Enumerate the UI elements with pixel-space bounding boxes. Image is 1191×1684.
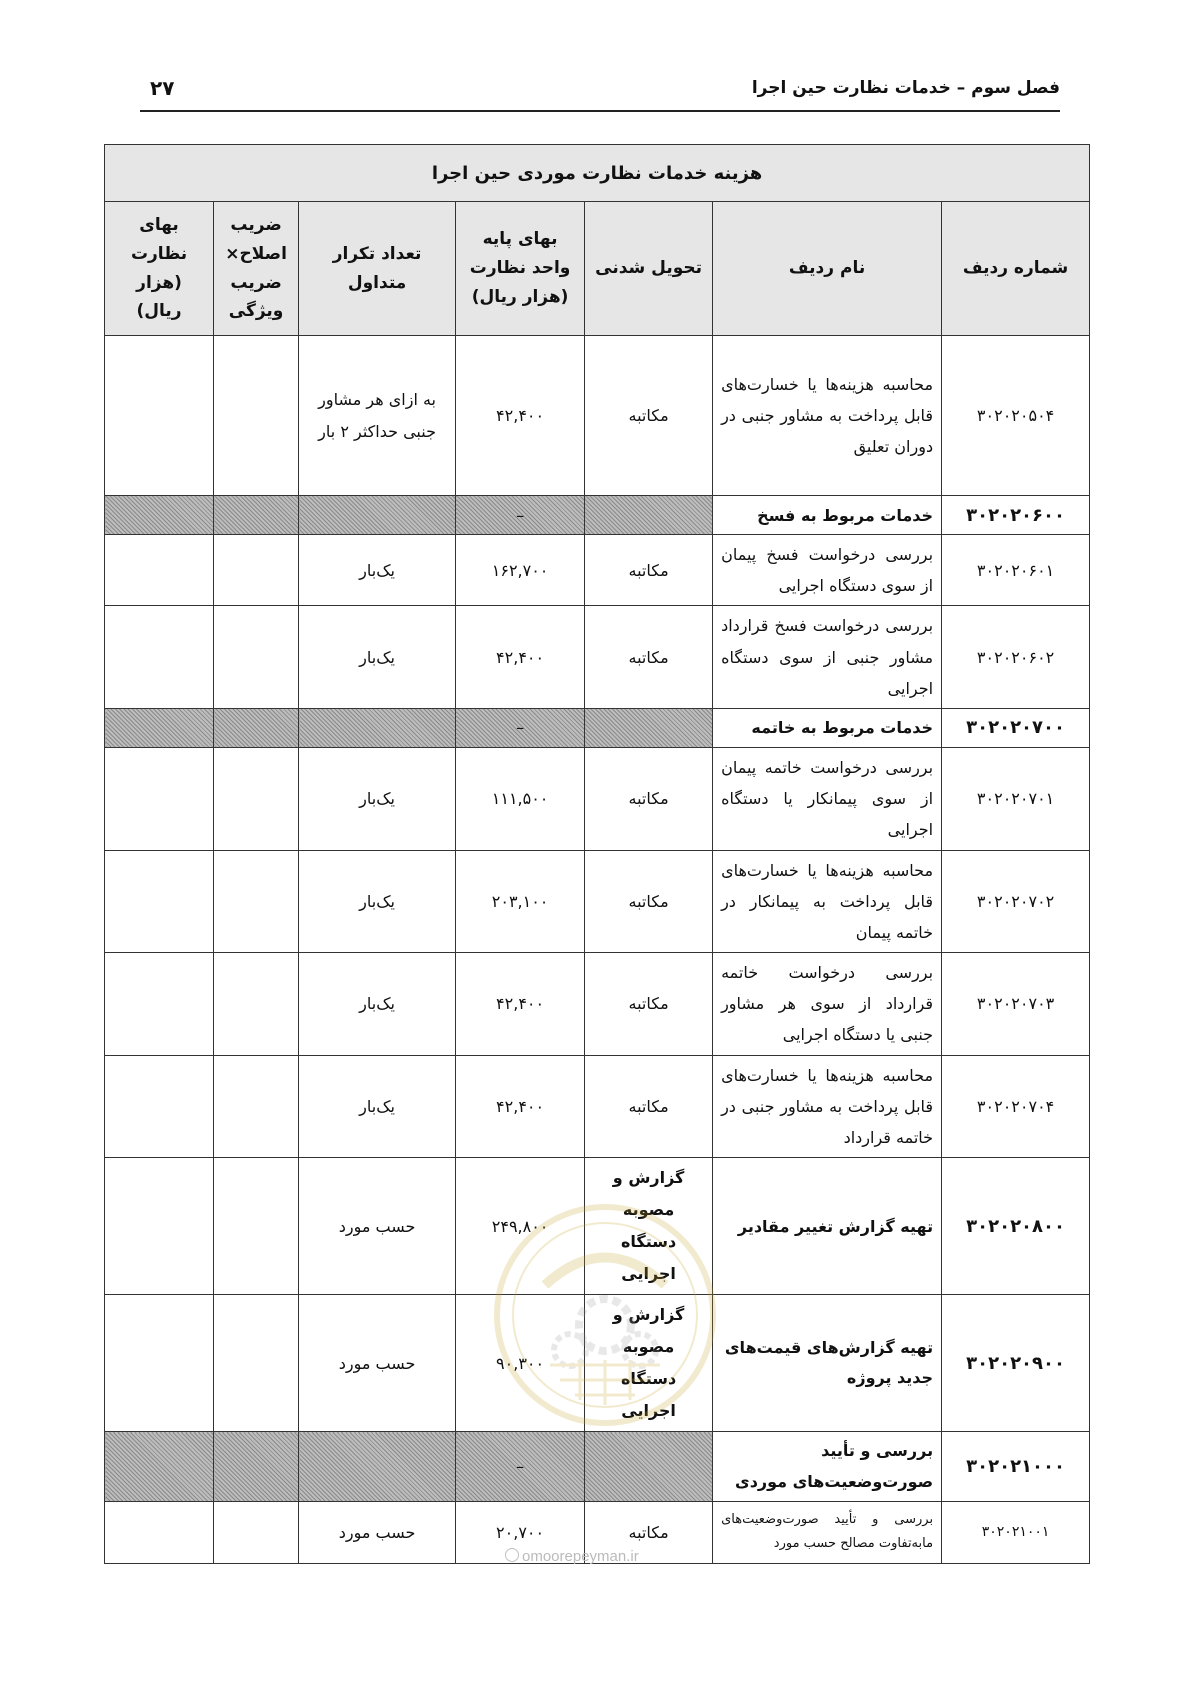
row-supervision-price [105, 606, 214, 709]
row-name: تهیه گزارش‌های قیمت‌های جدید پروژه [713, 1295, 942, 1432]
hatched-cell [214, 1432, 299, 1502]
row-name: بررسی درخواست فسخ قرارداد مشاور جنبی از سوی دستگاه اجرایی [713, 606, 942, 709]
col-header-row-number: شماره ردیف [942, 202, 1090, 336]
table-row [105, 1295, 1090, 1432]
row-supervision-price [105, 1055, 214, 1158]
row-coefficient [214, 336, 299, 496]
row-base-price: ۲۰۳,۱۰۰ [456, 850, 585, 953]
row-coefficient [214, 535, 299, 606]
row-frequency: یک‌بار [299, 1055, 456, 1158]
row-base-price: ۲۴۹,۸۰۰ [456, 1158, 585, 1295]
col-header-base-price: بهای پایه واحد نظارت (هزار ریال) [456, 202, 585, 336]
row-number: ۳۰۲۰۲۰۵۰۴ [942, 336, 1090, 496]
row-name: بررسی درخواست خاتمه پیمان از سوی پیمانکار یا دستگاه اجرایی [713, 747, 942, 850]
table-row [105, 747, 1090, 850]
hatched-cell [299, 1432, 456, 1502]
row-supervision-price [105, 336, 214, 496]
hatched-cell [585, 708, 713, 747]
row-name: محاسبه هزینه‌ها یا خسارت‌های قابل پرداخت به مشاور جنبی در دوران تعلیق [713, 336, 942, 496]
table-group-row [105, 1432, 1090, 1502]
row-number: ۳۰۲۰۲۰۸۰۰ [942, 1158, 1090, 1295]
hatched-cell [214, 708, 299, 747]
row-frequency: حسب مورد [299, 1295, 456, 1432]
table-row [105, 606, 1090, 709]
row-frequency: یک‌بار [299, 850, 456, 953]
row-coefficient [214, 1295, 299, 1432]
row-number: ۳۰۲۰۲۱۰۰۱ [942, 1501, 1090, 1563]
row-deliverable: مکاتبه [585, 606, 713, 709]
row-number: ۳۰۲۰۲۰۷۰۲ [942, 850, 1090, 953]
page-number: ۲۷ [150, 76, 175, 100]
row-number: ۳۰۲۰۲۰۷۰۰ [942, 708, 1090, 747]
row-supervision-price [105, 1158, 214, 1295]
hatched-cell [585, 1432, 713, 1502]
row-coefficient [214, 1055, 299, 1158]
table-row [105, 953, 1090, 1056]
chapter-title: فصل سوم – خدمات نظارت حین اجرا [751, 78, 1060, 98]
row-name: بررسی درخواست خاتمه قرارداد از سوی هر مشاور جنبی یا دستگاه اجرایی [713, 953, 942, 1056]
row-base-price: ۱۶۲,۷۰۰ [456, 535, 585, 606]
cost-table [104, 144, 1090, 1564]
col-header-row-name: نام ردیف [713, 202, 942, 336]
table-title: هزینه خدمات نظارت موردی حین اجرا [105, 145, 1090, 202]
row-base-price: ۴۲,۴۰۰ [456, 336, 585, 496]
row-frequency: یک‌بار [299, 606, 456, 709]
row-number: ۳۰۲۰۲۰۷۰۴ [942, 1055, 1090, 1158]
hatched-cell [299, 708, 456, 747]
row-supervision-price [105, 1295, 214, 1432]
row-deliverable: مکاتبه [585, 336, 713, 496]
row-name: محاسبه هزینه‌ها یا خسارت‌های قابل پرداخت به پیمانکار در خاتمه پیمان [713, 850, 942, 953]
hatched-cell [214, 496, 299, 535]
watermark-url [505, 1548, 639, 1565]
row-deliverable: مکاتبه [585, 953, 713, 1056]
row-base-price: ۱۱۱,۵۰۰ [456, 747, 585, 850]
row-number: ۳۰۲۰۲۰۶۰۰ [942, 496, 1090, 535]
row-coefficient [214, 1158, 299, 1295]
row-supervision-price [105, 850, 214, 953]
table-row [105, 1158, 1090, 1295]
col-header-supervision-price: بهای نظارت (هزار ریال) [105, 202, 214, 336]
row-number: ۳۰۲۰۲۰۶۰۲ [942, 606, 1090, 709]
row-supervision-price [105, 1501, 214, 1563]
row-name: خدمات مربوط به خاتمه [713, 708, 942, 747]
row-number: ۳۰۲۰۲۰۷۰۳ [942, 953, 1090, 1056]
hatched-cell [105, 496, 214, 535]
hatched-cell [299, 496, 456, 535]
row-name: تهیه گزارش تغییر مقادیر [713, 1158, 942, 1295]
row-deliverable: مکاتبه [585, 535, 713, 606]
hatched-cell [585, 496, 713, 535]
row-frequency: حسب مورد [299, 1158, 456, 1295]
row-coefficient [214, 1501, 299, 1563]
row-base-price: ۴۲,۴۰۰ [456, 1055, 585, 1158]
row-coefficient [214, 747, 299, 850]
row-base-price: ۴۲,۴۰۰ [456, 953, 585, 1056]
row-name: بررسی و تأیید صورت‌وضعیت‌های مابه‌تفاوت مصالح حسب مورد [713, 1501, 942, 1563]
row-frequency: به ازای هر مشاور جنبی حداکثر ۲ بار [299, 336, 456, 496]
hatched-cell [105, 708, 214, 747]
row-supervision-price [105, 953, 214, 1056]
row-deliverable: مکاتبه [585, 1501, 713, 1563]
hatched-cell [105, 1432, 214, 1502]
row-frequency: یک‌بار [299, 953, 456, 1056]
row-deliverable: مکاتبه [585, 747, 713, 850]
row-base-price: ۴۲,۴۰۰ [456, 606, 585, 709]
row-deliverable: مکاتبه [585, 850, 713, 953]
table-row [105, 850, 1090, 953]
row-base-price: ۹۰,۳۰۰ [456, 1295, 585, 1432]
table-group-row [105, 708, 1090, 747]
row-name: بررسی درخواست فسخ پیمان از سوی دستگاه اجرایی [713, 535, 942, 606]
row-deliverable: مکاتبه [585, 1055, 713, 1158]
row-number: ۳۰۲۰۲۱۰۰۰ [942, 1432, 1090, 1502]
row-frequency: یک‌بار [299, 747, 456, 850]
row-deliverable: گزارش و مصوبه دستگاه اجرایی [585, 1158, 713, 1295]
row-base-price: – [456, 1432, 585, 1502]
row-coefficient [214, 606, 299, 709]
table-row [105, 535, 1090, 606]
row-name: محاسبه هزینه‌ها یا خسارت‌های قابل پرداخت به مشاور جنبی در خاتمه قرارداد [713, 1055, 942, 1158]
col-header-coefficient: ضریب اصلاح× ضریب ویژگی [214, 202, 299, 336]
row-base-price: – [456, 496, 585, 535]
row-base-price: ۲۰,۷۰۰ [456, 1501, 585, 1563]
row-number: ۳۰۲۰۲۰۹۰۰ [942, 1295, 1090, 1432]
row-coefficient [214, 953, 299, 1056]
table-row [105, 336, 1090, 496]
page-header [140, 72, 1060, 112]
table-header-row [105, 202, 1090, 336]
globe-icon [505, 1548, 519, 1562]
row-supervision-price [105, 747, 214, 850]
table-group-row [105, 496, 1090, 535]
row-coefficient [214, 850, 299, 953]
table-row [105, 1055, 1090, 1158]
row-number: ۳۰۲۰۲۰۶۰۱ [942, 535, 1090, 606]
row-deliverable: گزارش و مصوبه دستگاه اجرایی [585, 1295, 713, 1432]
row-name: خدمات مربوط به فسخ [713, 496, 942, 535]
row-base-price: – [456, 708, 585, 747]
row-name: بررسی و تأیید صورت‌وضعیت‌های موردی [713, 1432, 942, 1502]
col-header-frequency: تعداد تکرار متداول [299, 202, 456, 336]
watermark-url-text: omoorepeyman.ir [522, 1548, 639, 1565]
row-frequency: یک‌بار [299, 535, 456, 606]
row-number: ۳۰۲۰۲۰۷۰۱ [942, 747, 1090, 850]
row-supervision-price [105, 535, 214, 606]
row-frequency: حسب مورد [299, 1501, 456, 1563]
col-header-deliverable: تحویل شدنی [585, 202, 713, 336]
